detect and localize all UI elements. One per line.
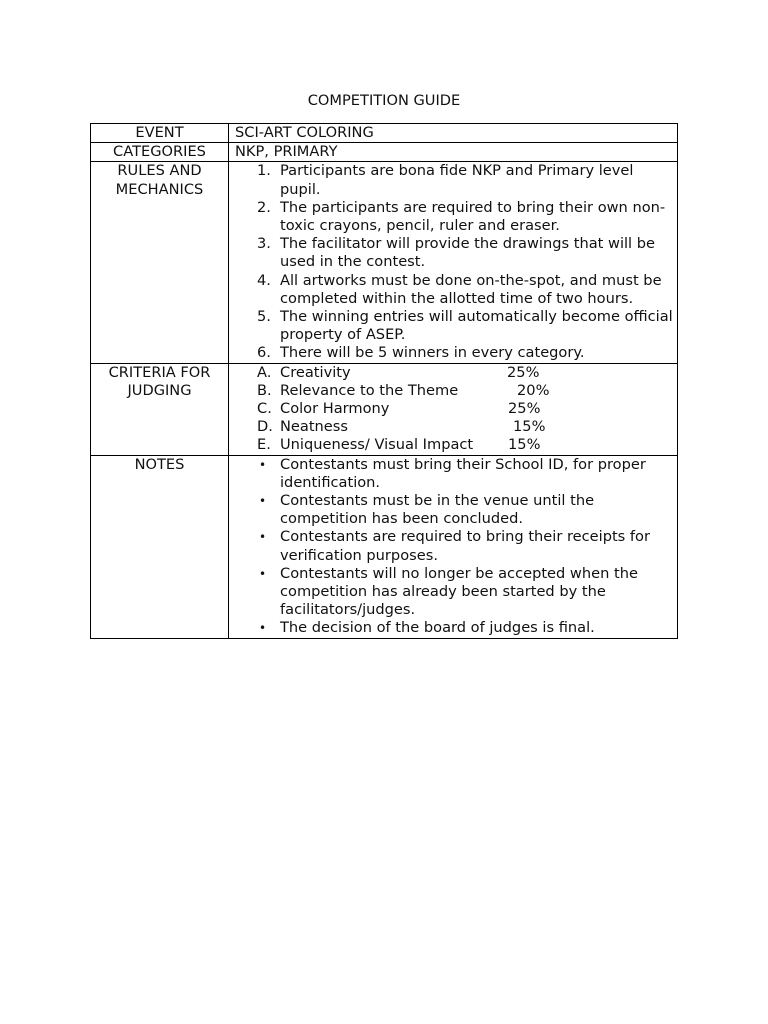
list-marker: 2. <box>257 198 271 216</box>
list-marker: C. <box>257 400 272 418</box>
table-row-categories <box>91 143 678 162</box>
list-item <box>235 308 673 344</box>
list-item <box>235 199 673 235</box>
note-text: Contestants must be in the venue until the competition has been concluded. <box>280 492 595 528</box>
criteria-cell <box>229 363 678 455</box>
bullet-marker: • <box>259 457 267 472</box>
notes-cell <box>229 455 678 638</box>
list-marker: 1. <box>257 162 271 180</box>
list-marker: 6. <box>257 344 271 362</box>
rules-list <box>235 162 673 362</box>
criterion-percent: 25% <box>508 400 541 418</box>
criterion-percent: 15% <box>508 436 541 454</box>
criterion-percent: 20% <box>517 381 550 399</box>
page-title: COMPETITION GUIDE <box>307 92 461 109</box>
list-item <box>235 272 673 308</box>
criteria-label: CRITERIA FOR JUDGING <box>91 363 229 455</box>
criterion-name: Uniqueness/ Visual Impact <box>280 436 474 454</box>
bullet-marker: • <box>259 566 267 581</box>
criterion-percent: 25% <box>507 363 540 381</box>
notes-list <box>235 456 673 638</box>
criterion-name: Relevance to the Theme <box>280 381 459 399</box>
list-marker: A. <box>257 363 272 381</box>
categories-label: CATEGORIES <box>91 143 229 162</box>
list-marker: 5. <box>257 308 271 326</box>
note-text: The decision of the board of judges is final. <box>280 619 595 637</box>
rule-text: Participants are bona fide NKP and Primary level pupil. <box>280 162 634 198</box>
list-item <box>235 619 673 637</box>
rule-text: The participants are required to bring their own non-toxic crayons, pencil, ruler and eraser. <box>280 198 666 235</box>
notes-label: NOTES <box>91 455 229 638</box>
table-row-rules <box>91 162 678 363</box>
note-text: Contestants will no longer be accepted when the competition has already been started by the facilitators/judges. <box>280 564 638 619</box>
list-marker: 4. <box>257 271 271 289</box>
list-item <box>235 565 673 620</box>
bullet-marker: • <box>259 494 267 509</box>
table-row-notes <box>91 455 678 638</box>
criterion-percent: 15% <box>513 418 546 436</box>
criterion-name: Creativity <box>280 363 351 381</box>
table-row-event <box>91 124 678 143</box>
list-item <box>235 400 673 418</box>
rule-text: There will be 5 winners in every category. <box>280 344 585 362</box>
rules-cell <box>229 162 678 363</box>
rule-text: All artworks must be done on-the-spot, and must be completed within the allotted time of two hours. <box>280 271 662 307</box>
list-item <box>235 364 673 382</box>
list-item <box>235 418 673 436</box>
bullet-marker: • <box>259 621 267 636</box>
list-marker: D. <box>257 418 273 436</box>
criterion-name: Color Harmony <box>280 400 390 418</box>
event-label: EVENT <box>91 124 229 143</box>
list-item <box>235 162 673 198</box>
list-marker: 3. <box>257 235 271 253</box>
list-item <box>235 382 673 400</box>
list-item <box>235 528 673 564</box>
list-item <box>235 436 673 454</box>
note-text: Contestants are required to bring their receipts for verification purposes. <box>280 528 650 564</box>
bullet-marker: • <box>259 530 267 545</box>
list-item <box>235 235 673 271</box>
rules-label: RULES AND MECHANICS <box>91 162 229 363</box>
list-item <box>235 344 673 362</box>
list-marker: E. <box>257 436 271 454</box>
note-text: Contestants must bring their School ID, for proper identification. <box>280 455 646 491</box>
categories-value: NKP, PRIMARY <box>229 143 678 162</box>
list-item <box>235 492 673 528</box>
criterion-name: Neatness <box>280 418 348 436</box>
table-row-criteria <box>91 363 678 455</box>
list-marker: B. <box>257 381 272 399</box>
rule-text: The facilitator will provide the drawings that will be used in the contest. <box>280 235 655 271</box>
competition-guide-table <box>90 123 678 639</box>
event-value: SCI-ART COLORING <box>229 124 678 143</box>
criteria-list <box>235 364 673 455</box>
list-item <box>235 456 673 492</box>
rule-text: The winning entries will automatically become official property of ASEP. <box>280 308 673 344</box>
